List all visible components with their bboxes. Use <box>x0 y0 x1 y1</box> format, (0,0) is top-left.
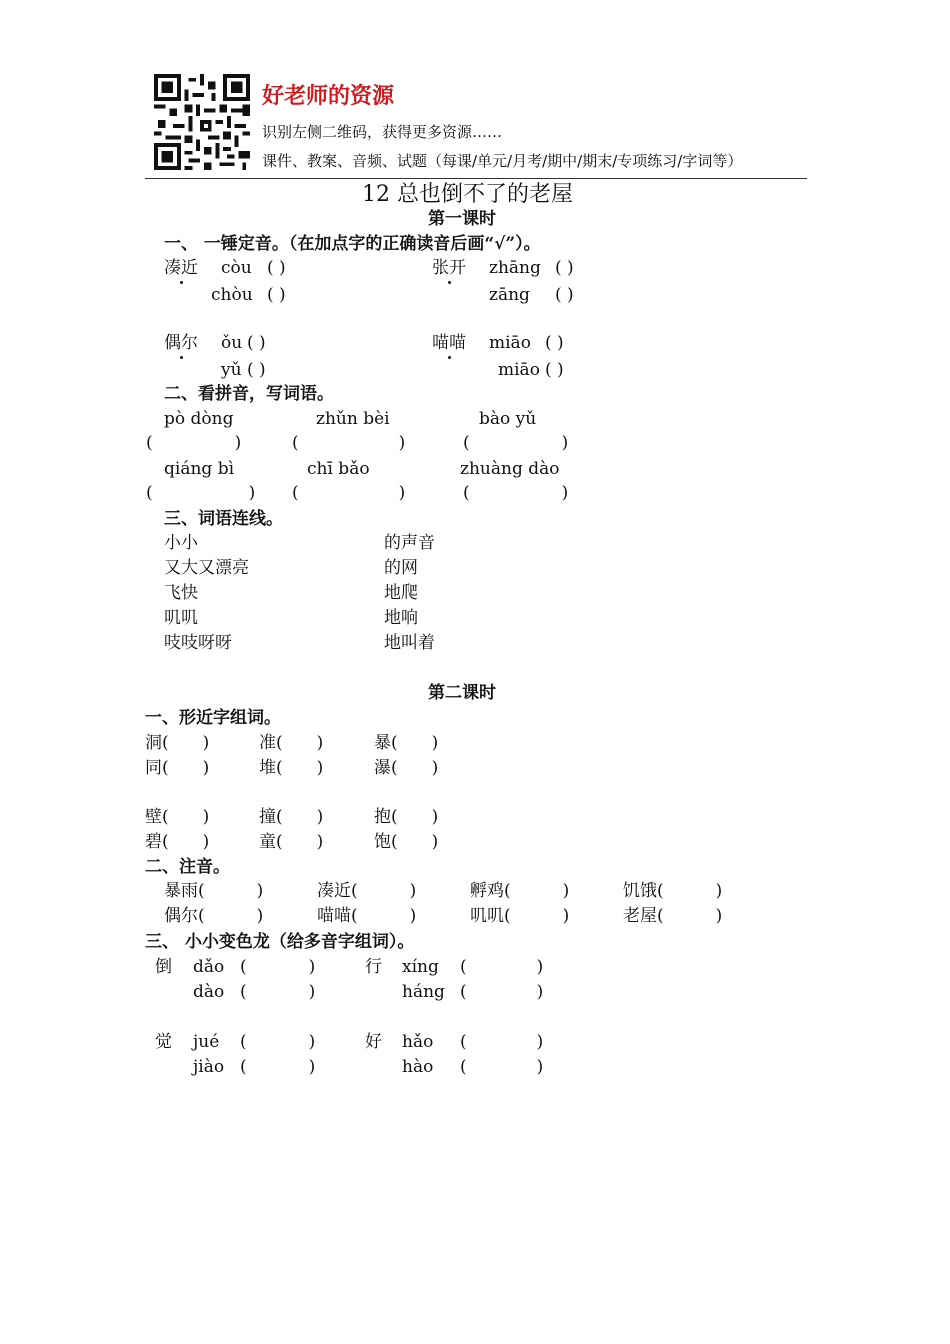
q1-w4-pinyin-2: miāo <box>498 360 540 380</box>
answer-paren[interactable]: ( ) <box>240 982 316 1002</box>
q1-w4-pinyin-1: miāo <box>489 333 531 353</box>
similar-char-item[interactable]: 同( ) <box>145 758 210 778</box>
polyphone-char: 觉 <box>155 1032 172 1052</box>
q1-w2-pinyin-2: zāng <box>489 285 530 305</box>
q1-w3-pinyin-2: yǔ <box>221 360 242 380</box>
header-divider <box>145 178 807 179</box>
resource-types-text: 课件、教案、音频、试题（每课/单元/月考/期中/期末/专项练习/字词等） <box>262 152 743 170</box>
answer-paren[interactable]: ( ) <box>555 285 574 305</box>
similar-char-item[interactable]: 壁( ) <box>145 807 210 827</box>
answer-paren[interactable]: ( ) <box>247 333 266 353</box>
answer-paren[interactable]: ( ) <box>460 982 544 1002</box>
similar-char-item[interactable]: 饱( ) <box>374 832 439 852</box>
answer-paren[interactable]: ( ) <box>146 433 242 453</box>
answer-paren[interactable]: ( ) <box>240 1032 316 1052</box>
answer-paren[interactable]: ( ) <box>292 483 406 503</box>
match-left-item[interactable]: 叽叽 <box>164 608 198 628</box>
q1-word-1: 凑近 <box>164 258 198 278</box>
polyphone-pinyin: háng <box>402 982 445 1002</box>
lesson1-heading: 第一课时 <box>428 209 496 229</box>
q1-w3-pinyin-1: ǒu <box>221 333 243 353</box>
q2-pinyin: pò dòng <box>164 409 234 429</box>
similar-char-item[interactable]: 撞( ) <box>259 807 324 827</box>
q1-word-2: 张开 <box>432 258 466 278</box>
lesson2-heading: 第二课时 <box>428 683 496 703</box>
q2-pinyin: zhuàng dào <box>460 459 560 479</box>
polyphone-pinyin: dǎo <box>193 957 225 977</box>
polyphone-char: 好 <box>365 1032 382 1052</box>
polyphone-pinyin: hào <box>402 1057 434 1077</box>
match-right-item[interactable]: 地响 <box>384 608 418 628</box>
answer-paren[interactable]: ( ) <box>463 433 569 453</box>
answer-paren[interactable]: ( ) <box>460 957 544 977</box>
lesson1-q3-title: 三、词语连线。 <box>164 509 283 529</box>
match-left-item[interactable]: 吱吱呀呀 <box>164 633 232 653</box>
polyphone-char: 倒 <box>155 957 172 977</box>
pinyin-item[interactable]: 饥饿( ) <box>623 881 723 901</box>
answer-paren[interactable]: ( ) <box>460 1057 544 1077</box>
answer-paren[interactable]: ( ) <box>555 258 574 278</box>
pinyin-item[interactable]: 凑近( ) <box>317 881 417 901</box>
match-right-item[interactable]: 地爬 <box>384 583 418 603</box>
polyphone-pinyin: jiào <box>193 1057 225 1077</box>
q1-word-4: 喵喵 <box>432 333 466 353</box>
answer-paren[interactable]: ( ) <box>247 360 266 380</box>
q1-word-3: 偶尔 <box>164 333 198 353</box>
answer-paren[interactable]: ( ) <box>240 957 316 977</box>
match-right-item[interactable]: 地叫着 <box>384 633 435 653</box>
q2-pinyin: chī bǎo <box>307 459 370 479</box>
polyphone-pinyin: hǎo <box>402 1032 434 1052</box>
polyphone-char: 行 <box>365 957 382 977</box>
match-left-item[interactable]: 飞快 <box>164 583 198 603</box>
similar-char-item[interactable]: 堆( ) <box>259 758 324 778</box>
match-left-item[interactable]: 又大又漂亮 <box>164 558 249 578</box>
page-title: 12 总也倒不了的老屋 <box>362 182 573 207</box>
answer-paren[interactable]: ( ) <box>267 258 286 278</box>
similar-char-item[interactable]: 碧( ) <box>145 832 210 852</box>
lesson2-q2-title: 二、注音。 <box>145 857 230 877</box>
similar-char-item[interactable]: 准( ) <box>259 733 324 753</box>
similar-char-item[interactable]: 抱( ) <box>374 807 439 827</box>
pinyin-item[interactable]: 暴雨( ) <box>164 881 264 901</box>
polyphone-pinyin: dào <box>193 982 225 1002</box>
q1-w2-pinyin-1: zhāng <box>489 258 541 278</box>
match-right-item[interactable]: 的网 <box>384 558 418 578</box>
answer-paren[interactable]: ( ) <box>267 285 286 305</box>
lesson2-q3-title: 三、 小小变色龙（给多音字组词）。 <box>145 932 415 952</box>
pinyin-item[interactable]: 喵喵( ) <box>317 906 417 926</box>
match-left-item[interactable]: 小小 <box>164 533 198 553</box>
similar-char-item[interactable]: 暴( ) <box>374 733 439 753</box>
q2-pinyin: bào yǔ <box>479 409 537 429</box>
similar-char-item[interactable]: 童( ) <box>259 832 324 852</box>
brand-title: 好老师的资源 <box>262 84 395 109</box>
lesson2-q1-title: 一、形近字组词。 <box>145 708 281 728</box>
lesson1-q1-title: 一、 一锤定音。（在加点字的正确读音后画“√”）。 <box>164 234 541 254</box>
qr-code-image <box>154 74 250 170</box>
q2-pinyin: zhǔn bèi <box>316 409 390 429</box>
answer-paren[interactable]: ( ) <box>545 333 564 353</box>
similar-char-item[interactable]: 瀑( ) <box>374 758 439 778</box>
pinyin-item[interactable]: 孵鸡( ) <box>470 881 570 901</box>
answer-paren[interactable]: ( ) <box>460 1032 544 1052</box>
pinyin-item[interactable]: 老屋( ) <box>623 906 723 926</box>
qr-hint-text: 识别左侧二维码，获得更多资源…… <box>262 123 503 141</box>
q1-w1-pinyin-1: còu <box>221 258 252 278</box>
answer-paren[interactable]: ( ) <box>292 433 406 453</box>
polyphone-pinyin: xíng <box>402 957 439 977</box>
lesson1-q2-title: 二、看拼音，写词语。 <box>164 384 334 404</box>
answer-paren[interactable]: ( ) <box>146 483 256 503</box>
q1-w1-pinyin-2: chòu <box>211 285 253 305</box>
pinyin-item[interactable]: 偶尔( ) <box>164 906 264 926</box>
answer-paren[interactable]: ( ) <box>240 1057 316 1077</box>
polyphone-pinyin: jué <box>193 1032 220 1052</box>
similar-char-item[interactable]: 洞( ) <box>145 733 210 753</box>
answer-paren[interactable]: ( ) <box>545 360 564 380</box>
match-right-item[interactable]: 的声音 <box>384 533 435 553</box>
pinyin-item[interactable]: 叽叽( ) <box>470 906 570 926</box>
q2-pinyin: qiáng bì <box>164 459 235 479</box>
answer-paren[interactable]: ( ) <box>463 483 569 503</box>
